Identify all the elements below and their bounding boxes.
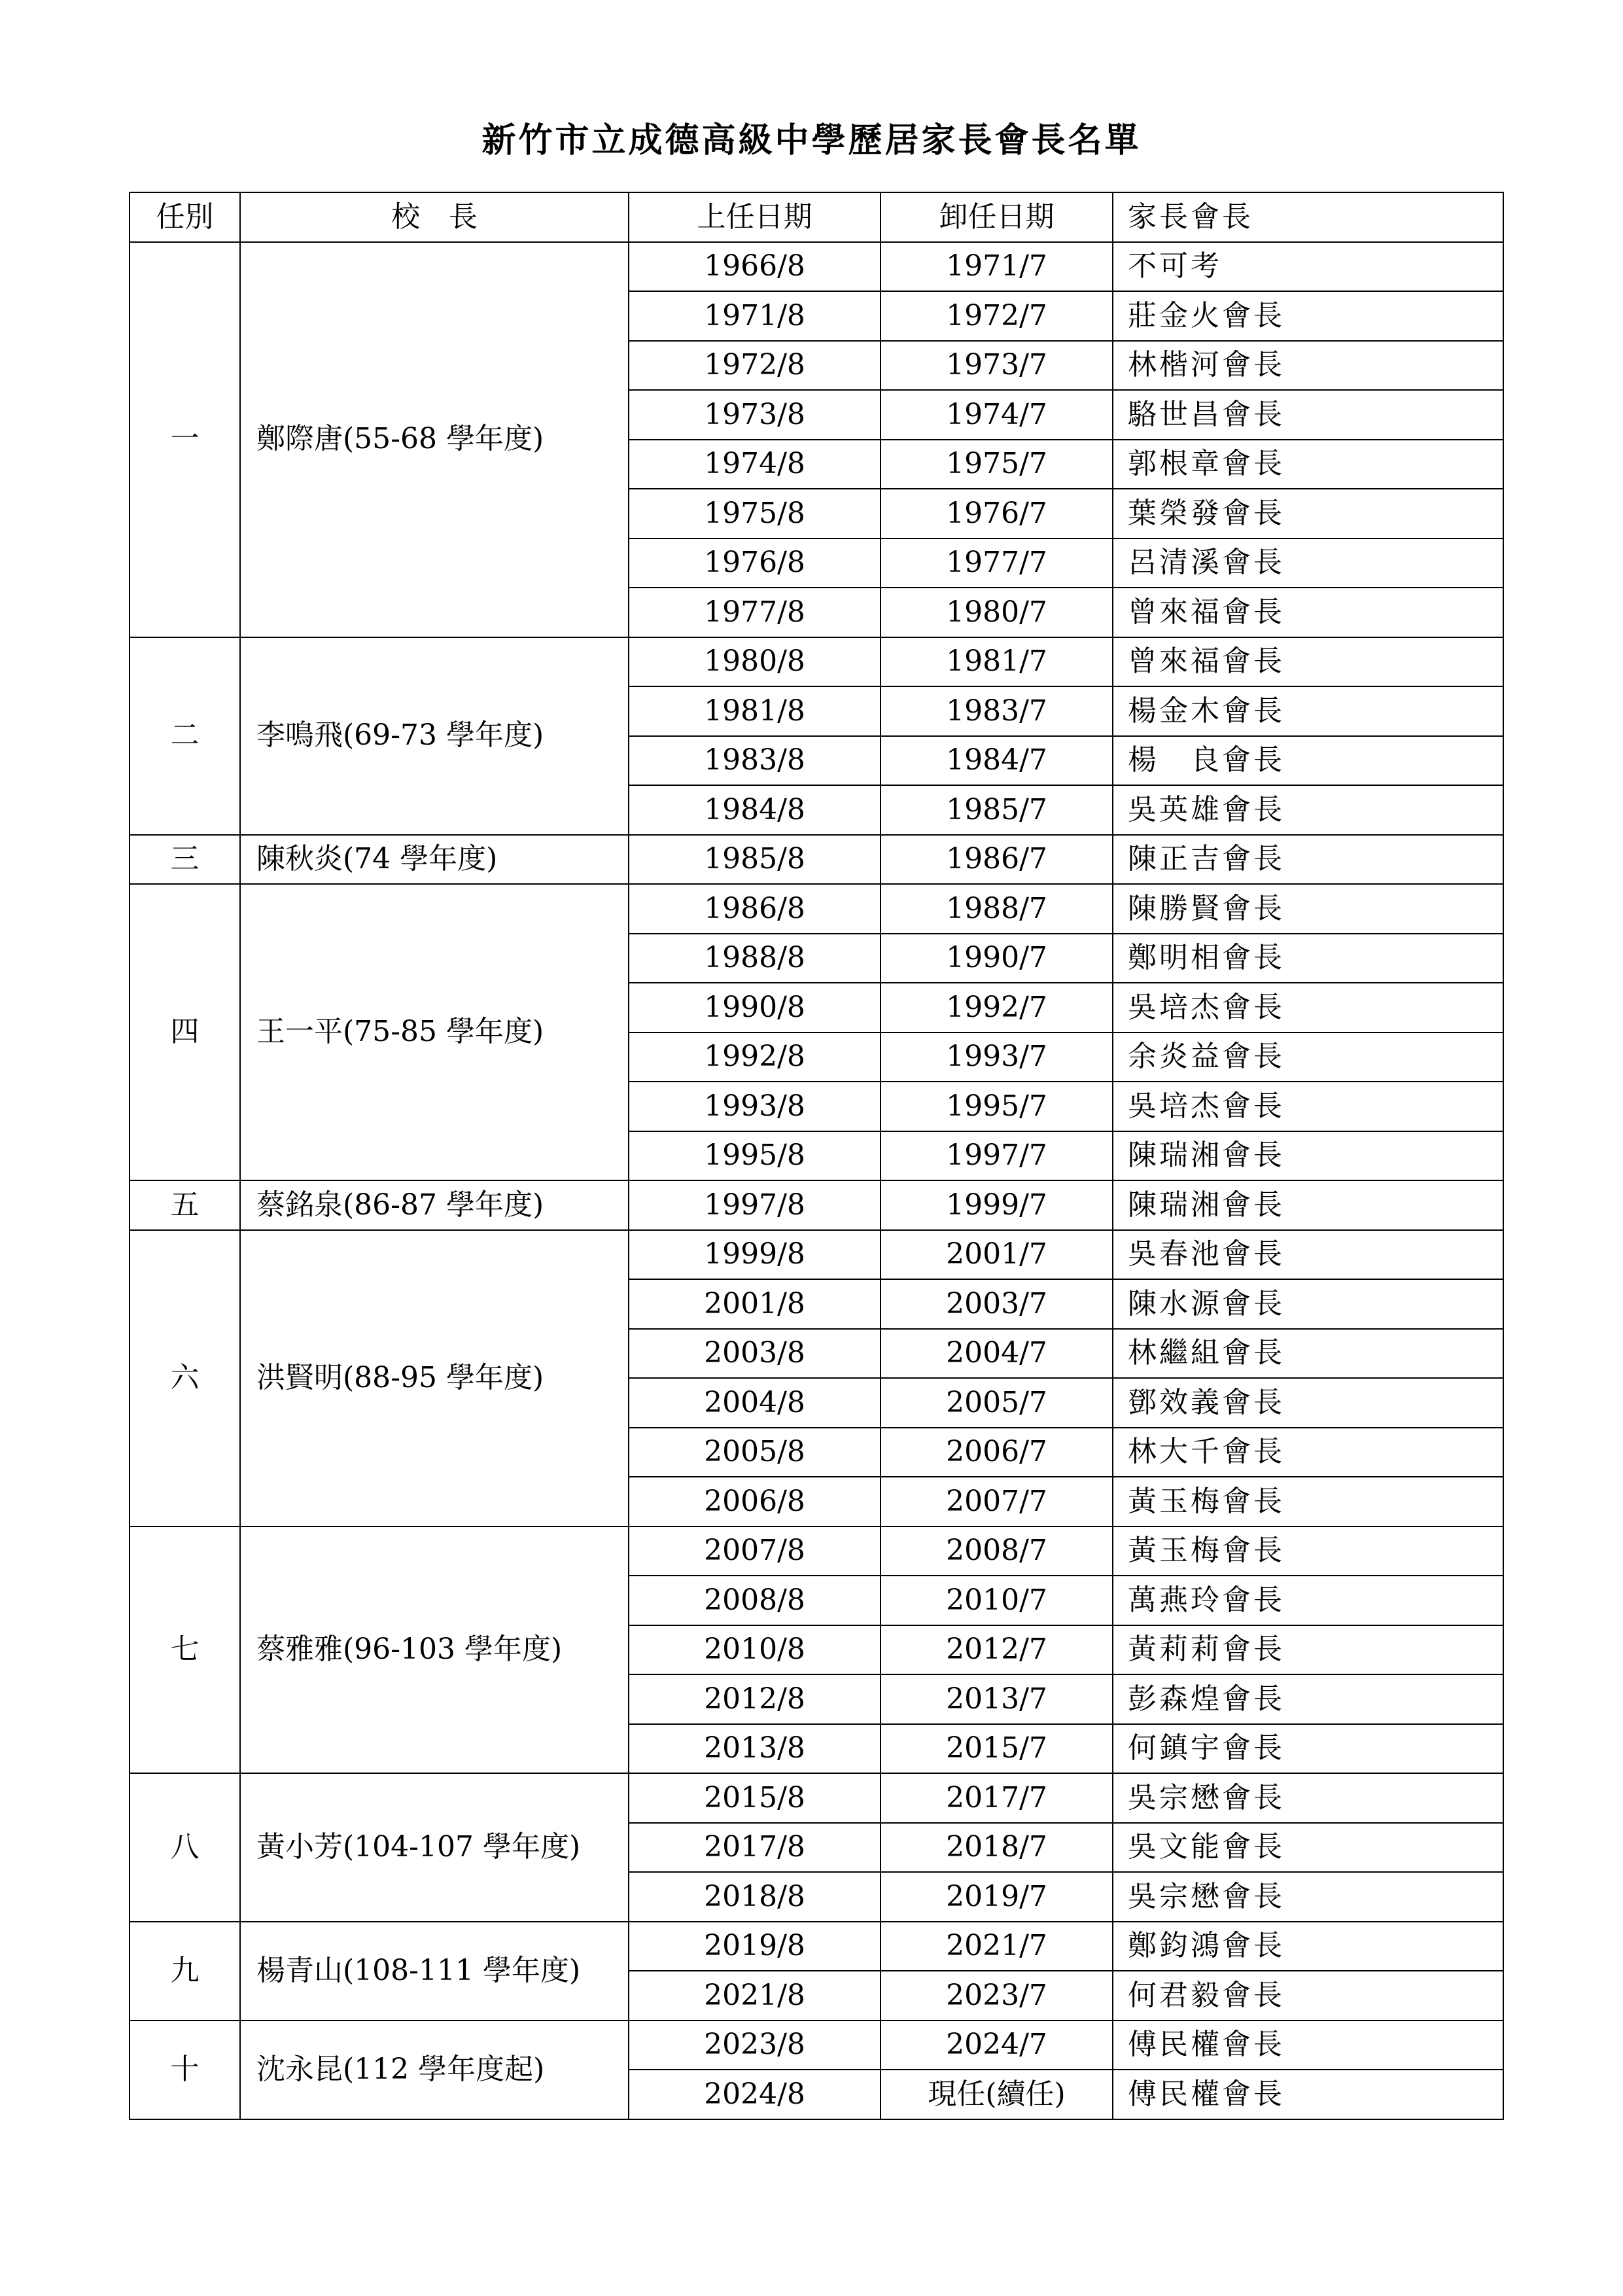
start-date-cell: 2008/8: [629, 1576, 881, 1625]
start-date-cell: 2004/8: [629, 1378, 881, 1428]
president-cell: 曾來福會長: [1113, 588, 1503, 637]
president-cell: 鄭明相會長: [1113, 934, 1503, 983]
header-term: 任別: [130, 192, 240, 242]
president-cell: 鄧效義會長: [1113, 1378, 1503, 1428]
end-date-cell: 1975/7: [881, 440, 1113, 489]
president-cell: 林繼組會長: [1113, 1329, 1503, 1379]
end-date-cell: 1980/7: [881, 588, 1113, 637]
start-date-cell: 1999/8: [629, 1230, 881, 1280]
president-cell: 陳勝賢會長: [1113, 884, 1503, 934]
principal-cell: 蔡雅雅(96-103 學年度): [240, 1527, 629, 1774]
end-date-cell: 2018/7: [881, 1823, 1113, 1873]
end-date-cell: 1974/7: [881, 390, 1113, 440]
end-date-cell: 2007/7: [881, 1477, 1113, 1527]
end-date-cell: 2006/7: [881, 1428, 1113, 1477]
end-date-cell: 1997/7: [881, 1131, 1113, 1181]
table-row: [130, 1922, 1503, 1971]
table-row: [130, 835, 1503, 885]
term-number-cell: 一: [130, 242, 240, 637]
start-date-cell: 2017/8: [629, 1823, 881, 1873]
president-cell: 陳水源會長: [1113, 1279, 1503, 1329]
table-header-row: [130, 192, 1503, 242]
president-cell: 余炎益會長: [1113, 1033, 1503, 1082]
start-date-cell: 2024/8: [629, 2070, 881, 2119]
start-date-cell: 2021/8: [629, 1971, 881, 2021]
end-date-cell: 1971/7: [881, 242, 1113, 292]
end-date-cell: 1992/7: [881, 983, 1113, 1033]
end-date-cell: 1988/7: [881, 884, 1113, 934]
table-row: [130, 1527, 1503, 1576]
president-cell: 葉榮發會長: [1113, 489, 1503, 539]
president-cell: 傅民權會長: [1113, 2070, 1503, 2119]
president-cell: 吳春池會長: [1113, 1230, 1503, 1280]
end-date-cell: 1972/7: [881, 291, 1113, 341]
principal-cell: 沈永昆(112 學年度起): [240, 2021, 629, 2119]
start-date-cell: 2013/8: [629, 1724, 881, 1774]
president-cell: 鄭鈞鴻會長: [1113, 1922, 1503, 1971]
term-number-cell: 十: [130, 2021, 240, 2119]
end-date-cell: 2024/7: [881, 2021, 1113, 2070]
end-date-cell: 2001/7: [881, 1230, 1113, 1280]
page-title: 新竹市立成德高級中學歷居家長會長名單: [481, 120, 1142, 160]
end-date-cell: 1993/7: [881, 1033, 1113, 1082]
president-cell: 呂清溪會長: [1113, 539, 1503, 588]
president-cell: 何君毅會長: [1113, 1971, 1503, 2021]
header-president: 家長會長: [1113, 192, 1503, 242]
start-date-cell: 2018/8: [629, 1872, 881, 1922]
table-row: [130, 1773, 1503, 1823]
term-number-cell: 九: [130, 1922, 240, 2021]
roster-table: [129, 192, 1504, 2120]
roster-body: [130, 242, 1503, 2119]
table-row: [130, 637, 1503, 687]
start-date-cell: 1966/8: [629, 242, 881, 292]
term-number-cell: 三: [130, 835, 240, 885]
end-date-cell: 2015/7: [881, 1724, 1113, 1774]
end-date-cell: 2003/7: [881, 1279, 1113, 1329]
principal-cell: 王一平(75-85 學年度): [240, 884, 629, 1180]
president-cell: 黃玉梅會長: [1113, 1527, 1503, 1576]
start-date-cell: 2007/8: [629, 1527, 881, 1576]
start-date-cell: 1976/8: [629, 539, 881, 588]
term-number-cell: 七: [130, 1527, 240, 1774]
president-cell: 莊金火會長: [1113, 291, 1503, 341]
end-date-cell: 1999/7: [881, 1180, 1113, 1230]
term-number-cell: 八: [130, 1773, 240, 1922]
table-row: [130, 242, 1503, 292]
president-cell: 林楷河會長: [1113, 341, 1503, 391]
principal-cell: 黃小芳(104-107 學年度): [240, 1773, 629, 1922]
president-cell: 林大千會長: [1113, 1428, 1503, 1477]
start-date-cell: 2015/8: [629, 1773, 881, 1823]
start-date-cell: 1988/8: [629, 934, 881, 983]
president-cell: 吳文能會長: [1113, 1823, 1503, 1873]
president-cell: 曾來福會長: [1113, 637, 1503, 687]
end-date-cell: 2008/7: [881, 1527, 1113, 1576]
principal-cell: 李鳴飛(69-73 學年度): [240, 637, 629, 835]
president-cell: 吳培杰會長: [1113, 983, 1503, 1033]
president-cell: 何鎮宇會長: [1113, 1724, 1503, 1774]
president-cell: 吳英雄會長: [1113, 785, 1503, 835]
president-cell: 傅民權會長: [1113, 2021, 1503, 2070]
start-date-cell: 1974/8: [629, 440, 881, 489]
end-date-cell: 1976/7: [881, 489, 1113, 539]
end-date-cell: 1973/7: [881, 341, 1113, 391]
term-number-cell: 六: [130, 1230, 240, 1527]
start-date-cell: 1986/8: [629, 884, 881, 934]
end-date-cell: 2012/7: [881, 1625, 1113, 1675]
end-date-cell: 2013/7: [881, 1674, 1113, 1724]
end-date-cell: 1983/7: [881, 686, 1113, 736]
end-date-cell: 2010/7: [881, 1576, 1113, 1625]
start-date-cell: 1995/8: [629, 1131, 881, 1181]
table-row: [130, 884, 1503, 934]
president-cell: 吳宗懋會長: [1113, 1773, 1503, 1823]
president-cell: 陳正吉會長: [1113, 835, 1503, 885]
start-date-cell: 1997/8: [629, 1180, 881, 1230]
start-date-cell: 2012/8: [629, 1674, 881, 1724]
start-date-cell: 2023/8: [629, 2021, 881, 2070]
end-date-cell: 1985/7: [881, 785, 1113, 835]
end-date-cell: 現任(續任): [881, 2070, 1113, 2119]
table-row: [130, 1180, 1503, 1230]
start-date-cell: 1985/8: [629, 835, 881, 885]
president-cell: 陳瑞湘會長: [1113, 1131, 1503, 1181]
start-date-cell: 2001/8: [629, 1279, 881, 1329]
start-date-cell: 1980/8: [629, 637, 881, 687]
start-date-cell: 1992/8: [629, 1033, 881, 1082]
start-date-cell: 1981/8: [629, 686, 881, 736]
start-date-cell: 1983/8: [629, 736, 881, 786]
start-date-cell: 1973/8: [629, 390, 881, 440]
term-number-cell: 四: [130, 884, 240, 1180]
end-date-cell: 2023/7: [881, 1971, 1113, 2021]
start-date-cell: 1993/8: [629, 1082, 881, 1131]
president-cell: 不可考: [1113, 242, 1503, 292]
end-date-cell: 1995/7: [881, 1082, 1113, 1131]
start-date-cell: 1990/8: [629, 983, 881, 1033]
end-date-cell: 2019/7: [881, 1872, 1113, 1922]
president-cell: 陳瑞湘會長: [1113, 1180, 1503, 1230]
president-cell: 彭森煌會長: [1113, 1674, 1503, 1724]
end-date-cell: 1990/7: [881, 934, 1113, 983]
start-date-cell: 1972/8: [629, 341, 881, 391]
end-date-cell: 1977/7: [881, 539, 1113, 588]
table-row: [130, 1230, 1503, 1280]
end-date-cell: 1984/7: [881, 736, 1113, 786]
start-date-cell: 1971/8: [629, 291, 881, 341]
president-cell: 楊金木會長: [1113, 686, 1503, 736]
start-date-cell: 2010/8: [629, 1625, 881, 1675]
president-cell: 吳培杰會長: [1113, 1082, 1503, 1131]
principal-cell: 洪賢明(88-95 學年度): [240, 1230, 629, 1527]
president-cell: 楊 良會長: [1113, 736, 1503, 786]
principal-cell: 鄭際唐(55-68 學年度): [240, 242, 629, 637]
president-cell: 吳宗懋會長: [1113, 1872, 1503, 1922]
start-date-cell: 1977/8: [629, 588, 881, 637]
term-number-cell: 五: [130, 1180, 240, 1230]
president-cell: 郭根章會長: [1113, 440, 1503, 489]
end-date-cell: 1981/7: [881, 637, 1113, 687]
start-date-cell: 2019/8: [629, 1922, 881, 1971]
start-date-cell: 1984/8: [629, 785, 881, 835]
president-cell: 萬燕玲會長: [1113, 1576, 1503, 1625]
end-date-cell: 2005/7: [881, 1378, 1113, 1428]
end-date-cell: 1986/7: [881, 835, 1113, 885]
principal-cell: 楊青山(108-111 學年度): [240, 1922, 629, 2021]
table-row: [130, 2021, 1503, 2070]
president-cell: 黃玉梅會長: [1113, 1477, 1503, 1527]
term-number-cell: 二: [130, 637, 240, 835]
start-date-cell: 1975/8: [629, 489, 881, 539]
end-date-cell: 2017/7: [881, 1773, 1113, 1823]
principal-cell: 陳秋炎(74 學年度): [240, 835, 629, 885]
header-principal: 校 長: [240, 192, 629, 242]
president-cell: 黃莉莉會長: [1113, 1625, 1503, 1675]
start-date-cell: 2005/8: [629, 1428, 881, 1477]
start-date-cell: 2003/8: [629, 1329, 881, 1379]
header-start-date: 上任日期: [629, 192, 881, 242]
end-date-cell: 2004/7: [881, 1329, 1113, 1379]
principal-cell: 蔡銘泉(86-87 學年度): [240, 1180, 629, 1230]
end-date-cell: 2021/7: [881, 1922, 1113, 1971]
header-end-date: 卸任日期: [881, 192, 1113, 242]
start-date-cell: 2006/8: [629, 1477, 881, 1527]
president-cell: 駱世昌會長: [1113, 390, 1503, 440]
